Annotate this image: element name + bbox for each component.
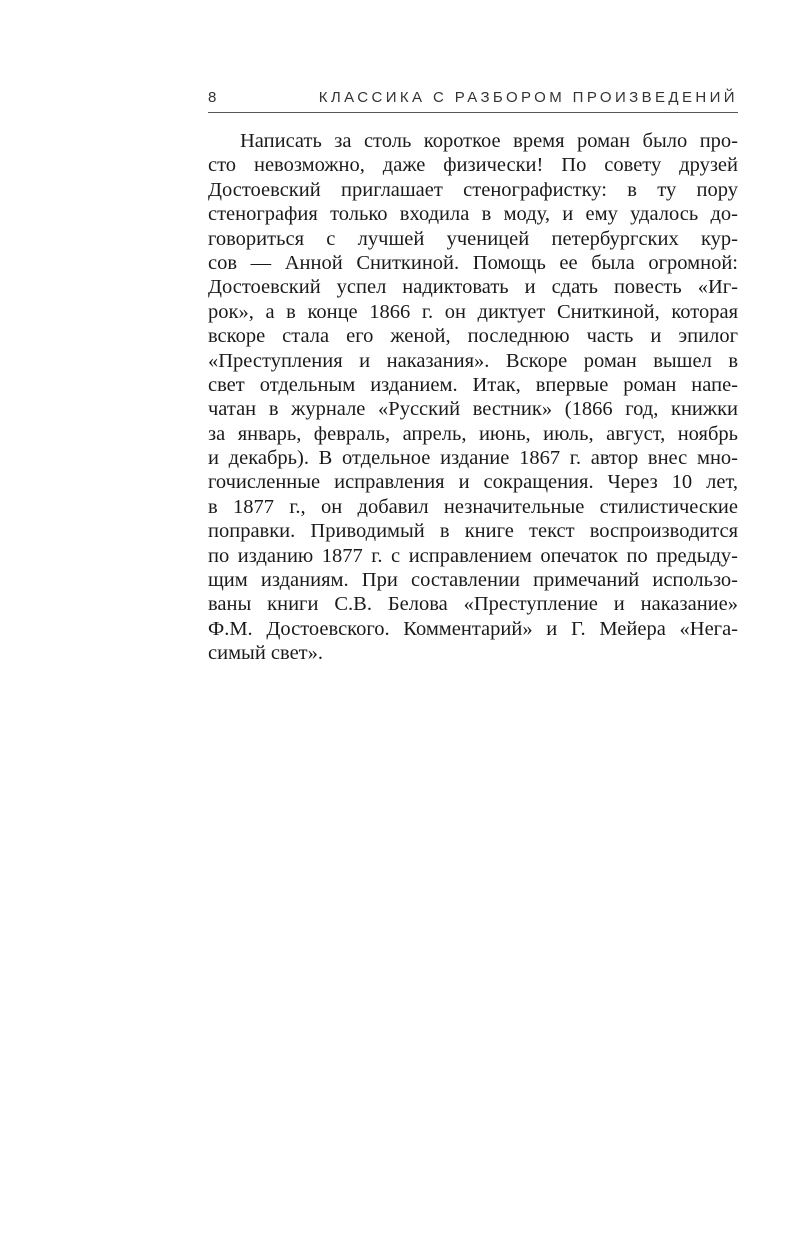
text-line: гочисленные исправления и сокращения. Через 10 лет, <box>208 471 738 494</box>
text-line: «Преступления и наказания». Вскоре роман вышел в <box>208 349 738 372</box>
text-line: Достоевский приглашает стенографистку: в ту пору <box>208 178 738 201</box>
text-line: сто невозможно, даже физически! По совету друзей <box>208 154 738 177</box>
text-line: и декабрь). В отдельное издание 1867 г. автор внес мно- <box>208 447 738 470</box>
text-line: ваны книги С.В. Белова «Преступление и наказание» <box>208 593 738 616</box>
text-line: рок», а в конце 1866 г. он диктует Сниткиной, которая <box>208 300 738 323</box>
text-line: стенография только входила в моду, и ему удалось до- <box>208 203 738 226</box>
text-line: симый свет». <box>208 642 324 665</box>
text-line: щим изданиям. При составлении примечаний использо- <box>208 569 738 592</box>
text-line: говориться с лучшей ученицей петербургских кур- <box>208 227 738 250</box>
running-header <box>208 88 738 113</box>
text-line: в 1877 г., он добавил незначительные стилистические <box>208 495 738 518</box>
text-line: чатан в журнале «Русский вестник» (1866 год, книжки <box>208 398 738 421</box>
text-line: за январь, февраль, апрель, июнь, июль, август, ноябрь <box>208 422 738 445</box>
text-line: сов — Анной Сниткиной. Помощь ее была огромной: <box>208 251 738 274</box>
page-number: 8 <box>208 89 217 106</box>
text-line: Достоевский успел надиктовать и сдать повесть «Иг- <box>208 276 738 299</box>
text-line: Написать за столь короткое время роман было про- <box>240 130 738 152</box>
text-line: поправки. Приводимый в книге текст воспроизводится <box>208 520 738 543</box>
section-title: КЛАССИКА С РАЗБОРОМ ПРОИЗВЕДЕНИЙ <box>318 89 738 106</box>
text-line: вскоре стала его женой, последнюю часть и эпилог <box>208 325 738 348</box>
text-line: по изданию 1877 г. с исправлением опечаток по предыду- <box>208 544 738 567</box>
text-line: свет отдельным изданием. Итак, впервые роман напе- <box>208 373 738 396</box>
text-line: Ф.М. Достоевского. Комментарий» и Г. Мейера «Нега- <box>208 617 738 640</box>
body-paragraph <box>208 129 738 666</box>
